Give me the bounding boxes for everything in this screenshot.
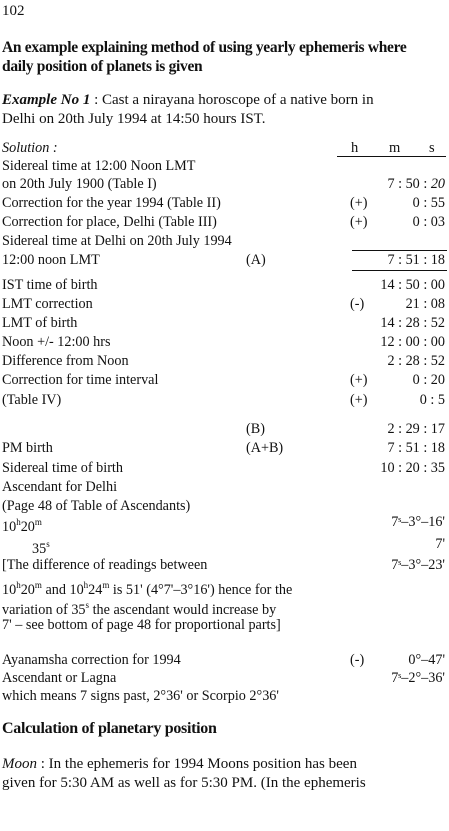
calc-row [2, 157, 447, 175]
page-number: 102 [2, 3, 25, 19]
row-value: 2 : 28 : 52 [387, 353, 445, 369]
calc-row [2, 556, 447, 574]
example-text: : Cast a nirayana horoscope of a native born in [90, 92, 374, 108]
solution-header-row [2, 139, 447, 157]
calc-row [2, 616, 447, 634]
seconds-column-header: s [429, 140, 435, 156]
row-label: 35$^s$ [32, 539, 50, 557]
hours-column-header: h [351, 140, 359, 156]
row-label: 12:00 noon LMT [2, 252, 100, 268]
calc-row [2, 232, 447, 250]
row-value: 10 : 20 : 35 [380, 460, 445, 476]
row-sign: (-) [350, 296, 365, 312]
calc-row [2, 478, 447, 496]
moon-text: : In the ephemeris for 1994 Moons position has been [37, 756, 357, 772]
calc-row [2, 439, 447, 457]
row-sign: (+) [350, 392, 368, 408]
calc-row [2, 352, 447, 370]
row-value: 14 : 50 : 00 [380, 277, 445, 293]
calc-row [2, 513, 447, 535]
calc-row [2, 576, 447, 598]
row-sign: (-) [350, 652, 365, 668]
row-label: (Table IV) [2, 392, 62, 408]
moon-label: Moon [2, 756, 37, 772]
row-value: 0 : 55 [412, 195, 445, 211]
row-label: (Page 48 of Table of Ascendants) [2, 498, 191, 514]
calc-row [2, 371, 447, 389]
row-label: PM birth [2, 440, 53, 456]
row-label: LMT correction [2, 296, 93, 312]
row-label: IST time of birth [2, 277, 98, 293]
calc-row [2, 596, 447, 618]
row-value: 14 : 28 : 52 [380, 315, 445, 331]
row-label: 10$^h$20$^m$ and 10$^h$24$^m$ is 51' (4°7'–3°16') hence for the [2, 580, 293, 598]
row-value: 7 : 51 : 18 [387, 252, 445, 268]
calc-row [2, 314, 447, 332]
row-value: 7ˢ–3°–23' [391, 557, 445, 573]
row-tag: (B) [246, 421, 265, 437]
row-value: 0 : 5 [419, 392, 445, 408]
row-label: LMT of birth [2, 315, 78, 331]
calc-row [2, 420, 447, 438]
calc-row [2, 213, 447, 231]
row-label: Noon +/- 12:00 hrs [2, 334, 111, 350]
row-sign: (+) [350, 195, 368, 211]
row-value: 12 : 00 : 00 [380, 334, 445, 350]
row-label: Correction for the year 1994 (Table II) [2, 195, 221, 211]
row-sign: (+) [350, 372, 368, 388]
row-value: 0°–47' [408, 652, 445, 668]
row-label: Sidereal time of birth [2, 460, 123, 476]
moon-line-1 [2, 755, 357, 773]
row-tag: (A) [246, 252, 266, 268]
row-label: Ascendant for Delhi [2, 479, 118, 495]
row-label: variation of 35$^s$ the ascendant would increase by [2, 600, 277, 618]
row-sign: (+) [350, 214, 368, 230]
row-value: 7' [435, 536, 445, 552]
row-value: 2 : 29 : 17 [387, 421, 445, 437]
calc-row [2, 391, 447, 409]
calc-row [2, 333, 447, 351]
row-label: Ayanamsha correction for 1994 [2, 652, 181, 668]
calc-row [2, 669, 447, 687]
calc-row [2, 459, 447, 477]
section-heading-line-2: daily position of planets is given [2, 58, 203, 75]
section-heading-line-1: An example explaining method of using yearly ephemeris where [2, 39, 407, 56]
calc-row [2, 194, 447, 212]
calc-row [2, 175, 447, 193]
row-value: 21 : 08 [405, 296, 445, 312]
row-value: 7ˢ–2°–36' [391, 670, 445, 686]
calc-row [2, 251, 447, 269]
row-label: Ascendant or Lagna [2, 670, 117, 686]
solution-label: Solution : [2, 140, 58, 156]
row-label: Correction for time interval [2, 372, 159, 388]
calc-row [2, 651, 447, 669]
calc-row [2, 295, 447, 313]
row-label: [The difference of readings between [2, 557, 208, 573]
row-value: 0 : 20 [412, 372, 445, 388]
row-value: 7ˢ–3°–16' [391, 514, 445, 530]
calc-row [2, 687, 447, 705]
row-value: 7 : 51 : 18 [387, 440, 445, 456]
row-label: Sidereal time at 12:00 Noon LMT [2, 158, 196, 174]
sum-rule [352, 270, 447, 271]
row-tag: (A+B) [246, 440, 284, 456]
row-label: Sidereal time at Delhi on 20th July 1994 [2, 233, 232, 249]
row-label: 7' – see bottom of page 48 for proportional parts] [2, 617, 281, 633]
calc-row [2, 535, 447, 557]
example-line-2: Delhi on 20th July 1994 at 14:50 hours IST. [2, 111, 266, 127]
row-value: 7 : 50 : 20 [387, 176, 445, 192]
row-label: Correction for place, Delhi (Table III) [2, 214, 217, 230]
planetary-position-heading: Calculation of planetary position [2, 720, 217, 737]
example-line-1 [2, 91, 374, 109]
calc-row [2, 276, 447, 294]
row-label: Difference from Noon [2, 353, 129, 369]
row-label: which means 7 signs past, 2°36' or Scorpio 2°36' [2, 688, 279, 704]
minutes-column-header: m [389, 140, 401, 156]
moon-line-2: given for 5:30 AM as well as for 5:30 PM. (In the ephemeris [2, 775, 366, 791]
example-label: Example No 1 [2, 92, 91, 108]
row-label: 10$^h$20$^m$ [2, 517, 42, 535]
row-label: on 20th July 1900 (Table I) [2, 176, 157, 192]
row-value: 0 : 03 [412, 214, 445, 230]
